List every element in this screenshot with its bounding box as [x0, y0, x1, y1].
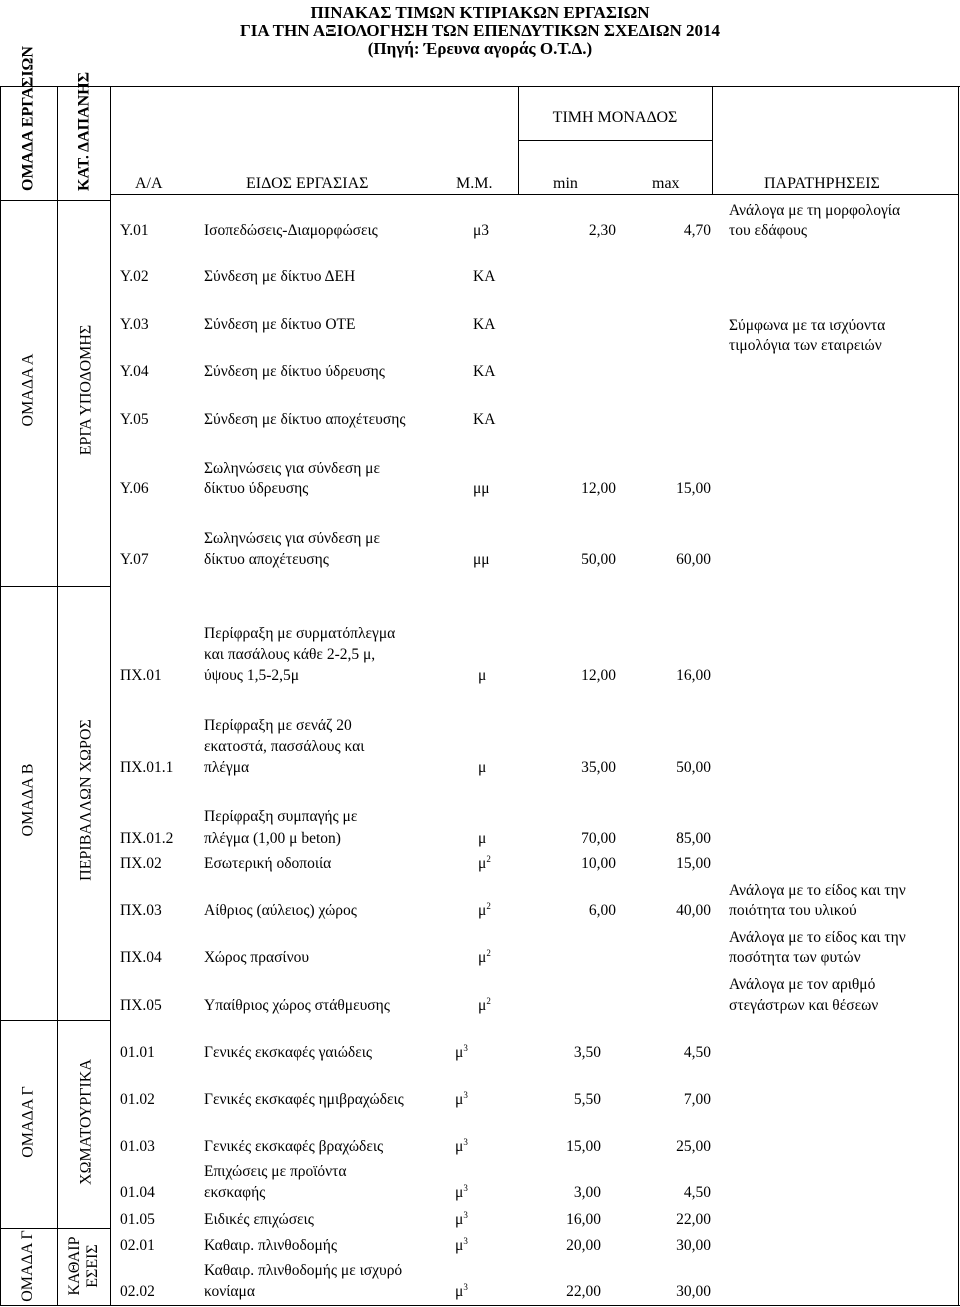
- row-min: 5,50: [573, 1091, 601, 1108]
- row-remark-line-1: Σύμφωνα με τα ισχύοντα: [729, 317, 886, 334]
- row-description-line-1: Σωληνώσεις για σύνδεση με: [204, 530, 380, 547]
- row-min: 3,00: [573, 1184, 601, 1201]
- row-min: 12,00: [581, 480, 616, 497]
- document-title-line-3: (Πηγή: Έρευνα αγοράς Ο.Τ.Δ.): [367, 39, 593, 58]
- group-b-label: ΟΜΑΔΑ Β: [19, 763, 37, 837]
- row-unit: $\mu^3$: [455, 1043, 468, 1061]
- row-description: Γενικές εκσκαφές ημιβραχώδεις: [204, 1091, 404, 1108]
- row-description-line-2: και πασάλους κάθε 2-2,5 μ,: [204, 646, 376, 663]
- group-c-category-label: ΧΩΜΑΤΟΥΡΓΙΚΑ: [77, 1059, 95, 1185]
- row-unit: ΚΑ: [473, 316, 496, 333]
- group-c-label: ΟΜΑΔΑ Γ: [19, 1086, 37, 1158]
- row-description: Σύνδεση με δίκτυο ΟΤΕ: [204, 316, 356, 333]
- row-min: 50,00: [581, 551, 616, 568]
- row-unit: μ: [478, 830, 487, 847]
- row-code: ΠΧ.05: [120, 997, 162, 1014]
- row-remark-line-1: Ανάλογα με τον αριθμό: [729, 976, 876, 993]
- row-max: 15,00: [676, 855, 711, 872]
- row-remark-line-2: τιμολόγια των εταιρειών: [729, 337, 882, 354]
- document-title-line-1: ΠΙΝΑΚΑΣ ΤΙΜΩΝ ΚΤΙΡΙΑΚΩΝ ΕΡΓΑΣΙΩΝ: [310, 3, 650, 22]
- row-max: 7,00: [683, 1091, 711, 1108]
- header-remarks: ΠΑΡΑΤΗΡΗΣΕΙΣ: [764, 175, 880, 192]
- row-code: Υ.04: [120, 363, 149, 380]
- row-code: 01.04: [120, 1184, 155, 1201]
- row-description-line-2: εκσκαφής: [204, 1184, 266, 1201]
- header-category-column: ΚΑΤ. ΔΑΠΑΝΗΣ: [75, 71, 93, 191]
- row-unit: $\mu^2$: [478, 854, 491, 872]
- row-unit: $\mu^3$: [455, 1183, 468, 1201]
- row-description-line-2: δίκτυο ύδρευσης: [204, 480, 309, 497]
- row-code: ΠΧ.04: [120, 949, 162, 966]
- row-description: Αίθριος (αύλειος) χώρος: [204, 902, 357, 919]
- row-max: 60,00: [676, 551, 711, 568]
- row-max: 50,00: [676, 759, 711, 776]
- row-remark-line-1: Ανάλογα με τη μορφολογία: [729, 202, 901, 219]
- header-min: min: [553, 175, 578, 192]
- row-description-line-3: πλέγμα: [204, 759, 250, 776]
- row-description-line-1: Περίφραξη με συρματόπλεγμα: [204, 625, 396, 642]
- row-max: 4,70: [683, 222, 711, 239]
- row-remark-line-2: στεγάστρων και θέσεων: [729, 997, 879, 1014]
- row-description: Ισοπεδώσεις-Διαμορφώσεις: [204, 222, 378, 239]
- row-remark-line-2: ποιότητα του υλικού: [729, 902, 857, 919]
- row-code: Υ.07: [120, 551, 149, 568]
- row-code: Υ.02: [120, 268, 149, 285]
- row-min: 15,00: [566, 1138, 601, 1155]
- row-description-line-2: κονίαμα: [204, 1283, 255, 1300]
- header-work-type: ΕΙΔΟΣ ΕΡΓΑΣΙΑΣ: [246, 175, 369, 192]
- row-remark-line-1: Ανάλογα με το είδος και την: [729, 882, 906, 899]
- row-unit: μ: [478, 759, 487, 776]
- row-description-line-1: Περίφραξη συμπαγής με: [204, 808, 358, 825]
- row-unit: μμ: [473, 551, 490, 568]
- row-max: 30,00: [676, 1237, 711, 1254]
- row-description-line-1: Σωληνώσεις για σύνδεση με: [204, 460, 380, 477]
- row-unit: $\mu^3$: [455, 1137, 468, 1155]
- row-unit: $\mu^3$: [455, 1210, 468, 1228]
- row-min: 3,50: [573, 1044, 601, 1061]
- row-code: ΠΧ.01: [120, 667, 162, 684]
- row-unit: ΚΑ: [473, 363, 496, 380]
- row-code: 01.05: [120, 1211, 155, 1228]
- row-description: Χώρος πρασίνου: [204, 949, 310, 966]
- row-max: 4,50: [683, 1044, 711, 1061]
- row-max: 22,00: [676, 1211, 711, 1228]
- row-min: 2,30: [588, 222, 616, 239]
- group-c2-label: ΟΜΑΔΑ Γ: [19, 1230, 36, 1302]
- row-unit: $\mu^3$: [455, 1090, 468, 1108]
- group-a-label: ΟΜΑΔΑ Α: [19, 353, 37, 427]
- row-description-line-2: δίκτυο αποχέτευσης: [204, 551, 329, 568]
- row-description: Υπαίθριος χώρος στάθμευσης: [204, 997, 390, 1014]
- document-title-line-2: ΓΙΑ ΤΗΝ ΑΞΙΟΛΟΓΗΣΗ ΤΩΝ ΕΠΕΝΔΥΤΙΚΩΝ ΣΧΕΔΙΩΝ 2014: [239, 21, 721, 40]
- row-description: Σύνδεση με δίκτυο ύδρευσης: [204, 363, 385, 380]
- row-min: 20,00: [566, 1237, 601, 1254]
- row-description-line-1: Επιχώσεις με προϊόντα: [204, 1163, 347, 1180]
- row-description: Εσωτερική οδοποιία: [204, 855, 332, 872]
- row-min: 12,00: [581, 667, 616, 684]
- row-code: Υ.03: [120, 316, 149, 333]
- row-description: Σύνδεση με δίκτυο αποχέτευσης: [204, 411, 406, 428]
- row-remark-line-2: ποσότητα των φυτών: [729, 949, 861, 966]
- row-code: Υ.06: [120, 480, 149, 497]
- row-description: Ειδικές επιχώσεις: [204, 1211, 314, 1228]
- group-a-category-label: ΕΡΓΑ ΥΠΟΔΟΜΗΣ: [77, 324, 95, 456]
- row-unit: ΚΑ: [473, 411, 496, 428]
- row-code: ΠΧ.01.2: [120, 830, 174, 847]
- row-unit: μμ: [473, 480, 490, 497]
- row-max: 4,50: [683, 1184, 711, 1201]
- row-code: 01.03: [120, 1138, 155, 1155]
- row-code: Υ.01: [120, 222, 149, 239]
- row-max: 16,00: [676, 667, 711, 684]
- header-unit-price: ΤΙΜΗ ΜΟΝΑΔΟΣ: [552, 109, 678, 126]
- group-b-category-label: ΠΕΡΙΒΑΛΛΩΝ ΧΩΡΟΣ: [77, 719, 95, 881]
- row-remark-line-2: του εδάφους: [729, 222, 807, 239]
- row-min: 35,00: [581, 759, 616, 776]
- row-description-line-2: εκατοστά, πασσάλους και: [204, 738, 365, 755]
- row-unit: ΚΑ: [473, 268, 496, 285]
- row-description: Γενικές εκσκαφές γαιώδεις: [204, 1044, 373, 1061]
- header-aa: Α/Α: [135, 175, 163, 192]
- row-description-line-1: Καθαιρ. πλινθοδομής με ισχυρό: [204, 1262, 403, 1279]
- row-unit: μ: [478, 667, 487, 684]
- row-unit: $\mu^3$: [455, 1282, 468, 1300]
- row-max: 30,00: [676, 1283, 711, 1300]
- row-max: 25,00: [676, 1138, 711, 1155]
- row-code: 01.02: [120, 1091, 155, 1108]
- row-description: Γενικές εκσκαφές βραχώδεις: [204, 1138, 384, 1155]
- group-c2-category-label: ΚΑΘΑΙΡ ΕΣΕΙΣ: [66, 1236, 101, 1296]
- row-min: 10,00: [581, 855, 616, 872]
- row-code: 01.01: [120, 1044, 155, 1061]
- row-code: ΠΧ.01.1: [120, 759, 174, 776]
- header-max: max: [652, 175, 680, 192]
- row-description: Καθαιρ. πλινθοδομής: [204, 1237, 338, 1254]
- row-unit: $\mu^2$: [478, 901, 491, 919]
- row-max: 15,00: [676, 480, 711, 497]
- row-code: ΠΧ.03: [120, 902, 162, 919]
- row-description-line-2: πλέγμα (1,00 μ beton): [204, 830, 341, 847]
- row-min: 6,00: [588, 902, 616, 919]
- row-unit: $\mu^2$: [478, 948, 491, 966]
- row-max: 40,00: [676, 902, 711, 919]
- row-code: Υ.05: [120, 411, 149, 428]
- row-min: 22,00: [566, 1283, 601, 1300]
- row-description: Σύνδεση με δίκτυο ΔΕΗ: [204, 268, 356, 285]
- header-unit: Μ.Μ.: [456, 175, 493, 192]
- row-code: 02.02: [120, 1283, 155, 1300]
- row-unit: $\mu^2$: [478, 996, 491, 1014]
- row-max: 85,00: [676, 830, 711, 847]
- row-code: ΠΧ.02: [120, 855, 162, 872]
- row-min: 70,00: [581, 830, 616, 847]
- row-unit: μ3: [473, 222, 490, 239]
- row-min: 16,00: [566, 1211, 601, 1228]
- row-unit: $\mu^3$: [455, 1236, 468, 1254]
- row-description-line-1: Περίφραξη με σενάζ 20: [204, 717, 352, 734]
- row-remark-line-1: Ανάλογα με το είδος και την: [729, 929, 906, 946]
- row-code: 02.01: [120, 1237, 155, 1254]
- row-description-line-3: ύψους 1,5-2,5μ: [204, 667, 300, 684]
- header-group-column: ΟΜΑΔΑ ΕΡΓΑΣΙΩΝ: [19, 46, 37, 191]
